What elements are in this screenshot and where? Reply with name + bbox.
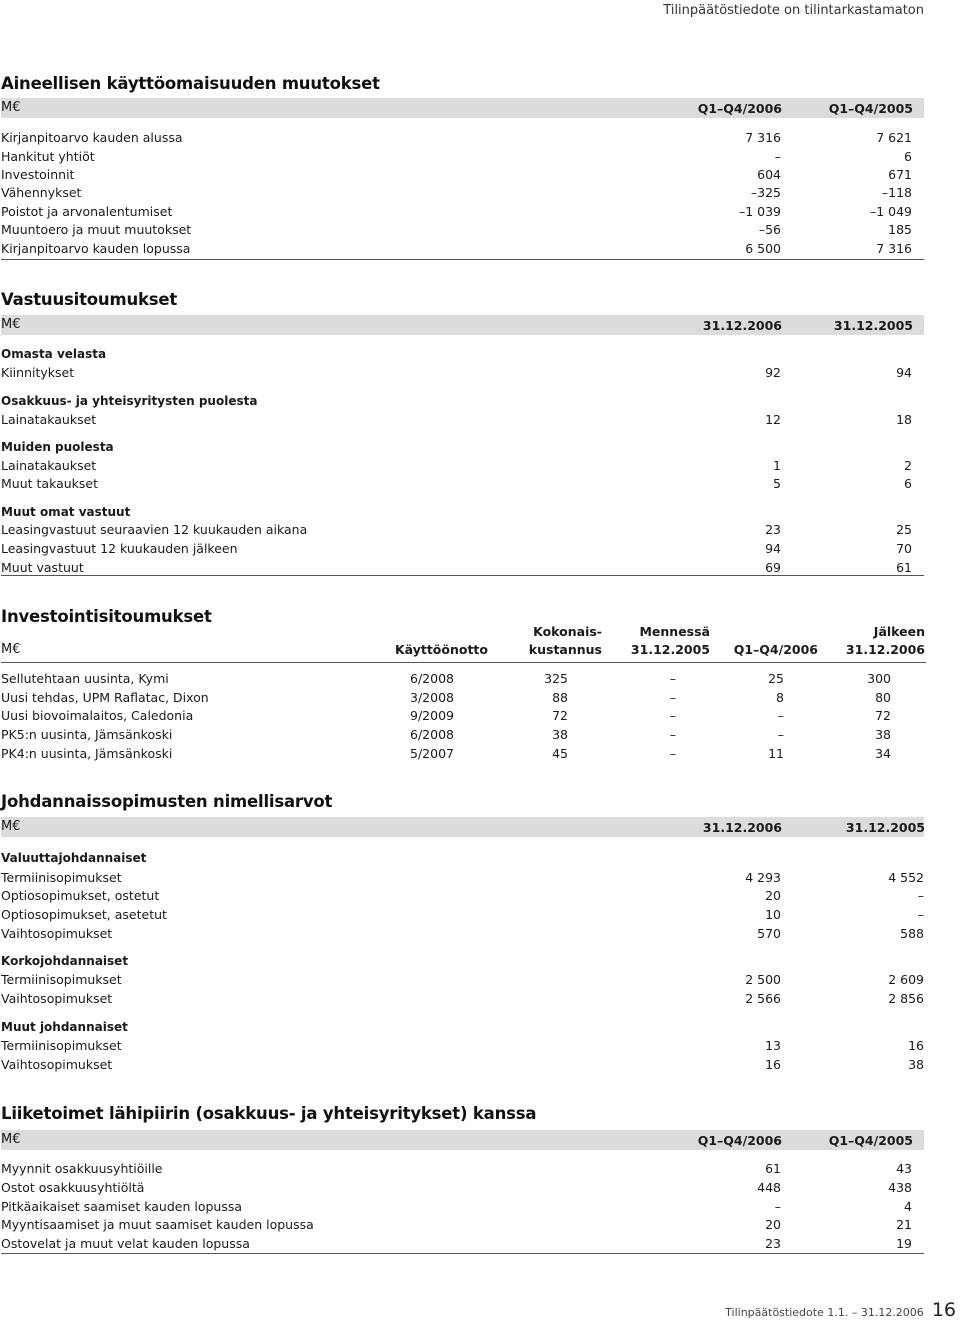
row-value: 7 621 [876,130,912,145]
row-value: –118 [881,185,912,200]
row-value: – [774,149,781,164]
row-label: Kiinnitykset [1,365,75,380]
group-heading: Omasta velasta [1,347,107,361]
row-value: 300 [867,671,891,686]
table-rule [1,662,926,663]
table-row [1,990,924,1008]
row-label: Lainatakaukset [1,412,97,427]
row-value: 588 [900,926,924,941]
row-value: 38 [552,727,568,742]
row-value: 2 500 [745,972,781,987]
table-row [1,148,924,166]
row-value: 45 [552,746,568,761]
group-heading: Korkojohdannaiset [1,954,129,968]
row-value: 16 [908,1038,924,1053]
section-title-related-party: Liiketoimet lähipiirin (osakkuus- ja yhteisyritykset) kanssa [1,1104,537,1123]
row-label: Pitkäaikaiset saamiset kauden lopussa [1,1199,243,1214]
table-row [1,869,924,887]
row-label: Myyntisaamiset ja muut saamiset kauden lopussa [1,1217,314,1232]
section-title-commitments: Vastuusitoumukset [1,290,178,309]
table-row [1,221,924,239]
row-value: 72 [552,708,568,723]
row-label: Leasingvastuut 12 kuukauden jälkeen [1,541,238,556]
row-value: 13 [765,1038,781,1053]
row-value: 5 [773,476,781,491]
row-value: 38 [875,727,891,742]
row-value: 604 [757,167,781,182]
column-header-line1: Kokonais- [533,624,602,639]
running-header: Tilinpäätöstiedote on tilintarkastamaton [663,3,924,18]
row-value: 43 [896,1161,912,1176]
row-value: 18 [896,412,912,427]
column-header: 31.12.2006 [845,642,925,657]
row-value: 6/2008 [410,671,454,686]
row-value: 6/2008 [410,727,454,742]
row-value: 2 [904,458,912,473]
row-value: – [669,746,676,761]
row-value: 2 566 [745,991,781,1006]
page-number: 16 [931,1299,956,1321]
table-rule [1,575,924,576]
row-value: 69 [765,560,781,575]
row-value: 7 316 [876,241,912,256]
row-label: Termiinisopimukset [1,972,122,987]
row-value: –1 039 [738,204,781,219]
row-value: 38 [908,1057,924,1072]
row-value: – [774,1199,781,1214]
table-row [1,925,924,943]
header-band [1,1130,924,1150]
row-value: 70 [896,541,912,556]
row-value: 6 500 [745,241,781,256]
header-band [1,315,924,335]
row-value: – [669,690,676,705]
group-heading: Osakkuus- ja yhteisyritysten puolesta [1,394,258,408]
table-row [1,166,924,184]
row-value: 20 [765,888,781,903]
row-value: 4 293 [745,870,781,885]
row-label: Ostot osakkuusyhtiöltä [1,1180,145,1195]
column-header-line1: Mennessä [639,624,710,639]
section-title-derivatives: Johdannaissopimusten nimellisarvot [1,792,333,811]
table-row [1,1235,924,1253]
row-value: 9/2009 [410,708,454,723]
table-row [1,1160,924,1178]
row-value: 72 [875,708,891,723]
table-row [1,745,926,763]
row-label: Myynnit osakkuusyhtiöille [1,1161,163,1176]
table-row [1,411,924,429]
row-label: Investoinnit [1,167,75,182]
row-value: 1 [773,458,781,473]
row-label: Termiinisopimukset [1,870,122,885]
row-label: PK5:n uusinta, Jämsänkoski [1,727,173,742]
row-label: Uusi biovoimalaitos, Caledonia [1,708,194,723]
table-row [1,1198,924,1216]
table-row [1,1037,924,1055]
row-label: Sellutehtaan uusinta, Kymi [1,671,169,686]
table-row [1,457,924,475]
table-row [1,1179,924,1197]
table-row [1,726,926,744]
column-header: Q1–Q4/2005 [828,1133,913,1148]
row-value: 16 [765,1057,781,1072]
table-row [1,184,924,202]
row-value: 4 552 [888,870,924,885]
row-value: 6 [904,149,912,164]
row-label: PK4:n uusinta, Jämsänkoski [1,746,173,761]
group-heading: Muiden puolesta [1,440,114,454]
table-row [1,971,924,989]
footer-doc-title: Tilinpäätöstiedote 1.1. – 31.12.2006 [725,1306,924,1319]
row-label: Vaihtosopimukset [1,1057,113,1072]
unit-label: M€ [1,317,21,332]
table-row [1,129,924,147]
section-title-fixed-assets: Aineellisen käyttöomaisuuden muutokset [1,74,380,93]
table-row [1,1056,924,1074]
row-value: 5/2007 [410,746,454,761]
table-row [1,364,924,382]
table-row [1,670,926,688]
column-header: 31.12.2005 [833,318,913,333]
row-value: 80 [875,690,891,705]
row-value: 448 [757,1180,781,1195]
row-value: 20 [765,1217,781,1232]
row-value: 2 609 [888,972,924,987]
row-value: 23 [765,1236,781,1251]
row-value: 88 [552,690,568,705]
page-footer [725,1299,956,1321]
unit-label: M€ [1,100,21,115]
column-header: 31.12.2006 [702,318,782,333]
row-value: 19 [896,1236,912,1251]
row-value: 21 [896,1217,912,1232]
row-label: Vaihtosopimukset [1,926,113,941]
row-value: 12 [765,412,781,427]
header-band [1,98,924,118]
row-value: 325 [544,671,568,686]
row-value: 23 [765,522,781,537]
row-label: Vähennykset [1,185,82,200]
row-label: Poistot ja arvonalentumiset [1,204,173,219]
table-row [1,540,924,558]
row-value: 34 [875,746,891,761]
row-value: 7 316 [745,130,781,145]
table-row [1,240,924,258]
section-title-investment-commitments: Investointisitoumukset [1,607,212,626]
table-row [1,475,924,493]
table-row [1,203,924,221]
table-row [1,1216,924,1234]
table-row [1,707,926,725]
table-row [1,521,924,539]
row-label: Muut takaukset [1,476,99,491]
column-header: 31.12.2005 [845,820,925,835]
row-value: 6 [904,476,912,491]
row-label: Optiosopimukset, asetetut [1,907,167,922]
row-value: 671 [888,167,912,182]
row-value: 25 [896,522,912,537]
row-value: 185 [888,222,912,237]
column-header: 31.12.2005 [630,642,710,657]
table-rule [1,1253,924,1254]
row-label: Muut vastuut [1,560,84,575]
column-header: Q1–Q4/2006 [697,1133,782,1148]
row-label: Vaihtosopimukset [1,991,113,1006]
row-value: 25 [768,671,784,686]
column-header: 31.12.2006 [702,820,782,835]
table-row [1,887,924,905]
table-rule [1,259,924,260]
column-header: kustannus [528,642,602,657]
row-value: – [669,708,676,723]
group-heading: Muut johdannaiset [1,1020,128,1034]
row-value: –56 [758,222,781,237]
row-value: 92 [765,365,781,380]
column-header-line1: Jälkeen [873,624,925,639]
row-label: Kirjanpitoarvo kauden alussa [1,130,183,145]
row-value: 3/2008 [410,690,454,705]
unit-label: M€ [1,819,21,834]
row-value: 94 [765,541,781,556]
row-label: Kirjanpitoarvo kauden lopussa [1,241,191,256]
row-value: 8 [776,690,784,705]
unit-label: M€ [1,642,21,657]
column-header: Q1–Q4/2006 [697,101,782,116]
row-value: 11 [768,746,784,761]
row-value: 61 [896,560,912,575]
header-band [1,817,924,837]
row-label: Hankitut yhtiöt [1,149,95,164]
row-value: – [777,708,784,723]
unit-label: M€ [1,1132,21,1147]
row-label: Lainatakaukset [1,458,97,473]
row-value: 2 856 [888,991,924,1006]
table-row [1,689,926,707]
column-header: Q1–Q4/2005 [828,101,913,116]
row-label: Uusi tehdas, UPM Raflatac, Dixon [1,690,209,705]
row-value: 570 [757,926,781,941]
row-value: 61 [765,1161,781,1176]
row-value: –1 049 [869,204,912,219]
row-label: Muuntoero ja muut muutokset [1,222,192,237]
group-heading: Valuuttajohdannaiset [1,851,147,865]
row-value: 94 [896,365,912,380]
row-value: – [777,727,784,742]
row-label: Ostovelat ja muut velat kauden lopussa [1,1236,250,1251]
group-heading: Muut omat vastuut [1,505,131,519]
row-value: 10 [765,907,781,922]
row-value: –325 [750,185,781,200]
row-label: Termiinisopimukset [1,1038,122,1053]
row-value: – [669,727,676,742]
column-header: Käyttöönotto [394,642,488,657]
row-label: Optiosopimukset, ostetut [1,888,160,903]
column-header: Q1–Q4/2006 [733,642,818,657]
table-row [1,906,924,924]
row-label: Leasingvastuut seuraavien 12 kuukauden aikana [1,522,308,537]
row-value: 438 [888,1180,912,1195]
row-value: – [917,888,924,903]
row-value: – [669,671,676,686]
row-value: 4 [904,1199,912,1214]
row-value: – [917,907,924,922]
